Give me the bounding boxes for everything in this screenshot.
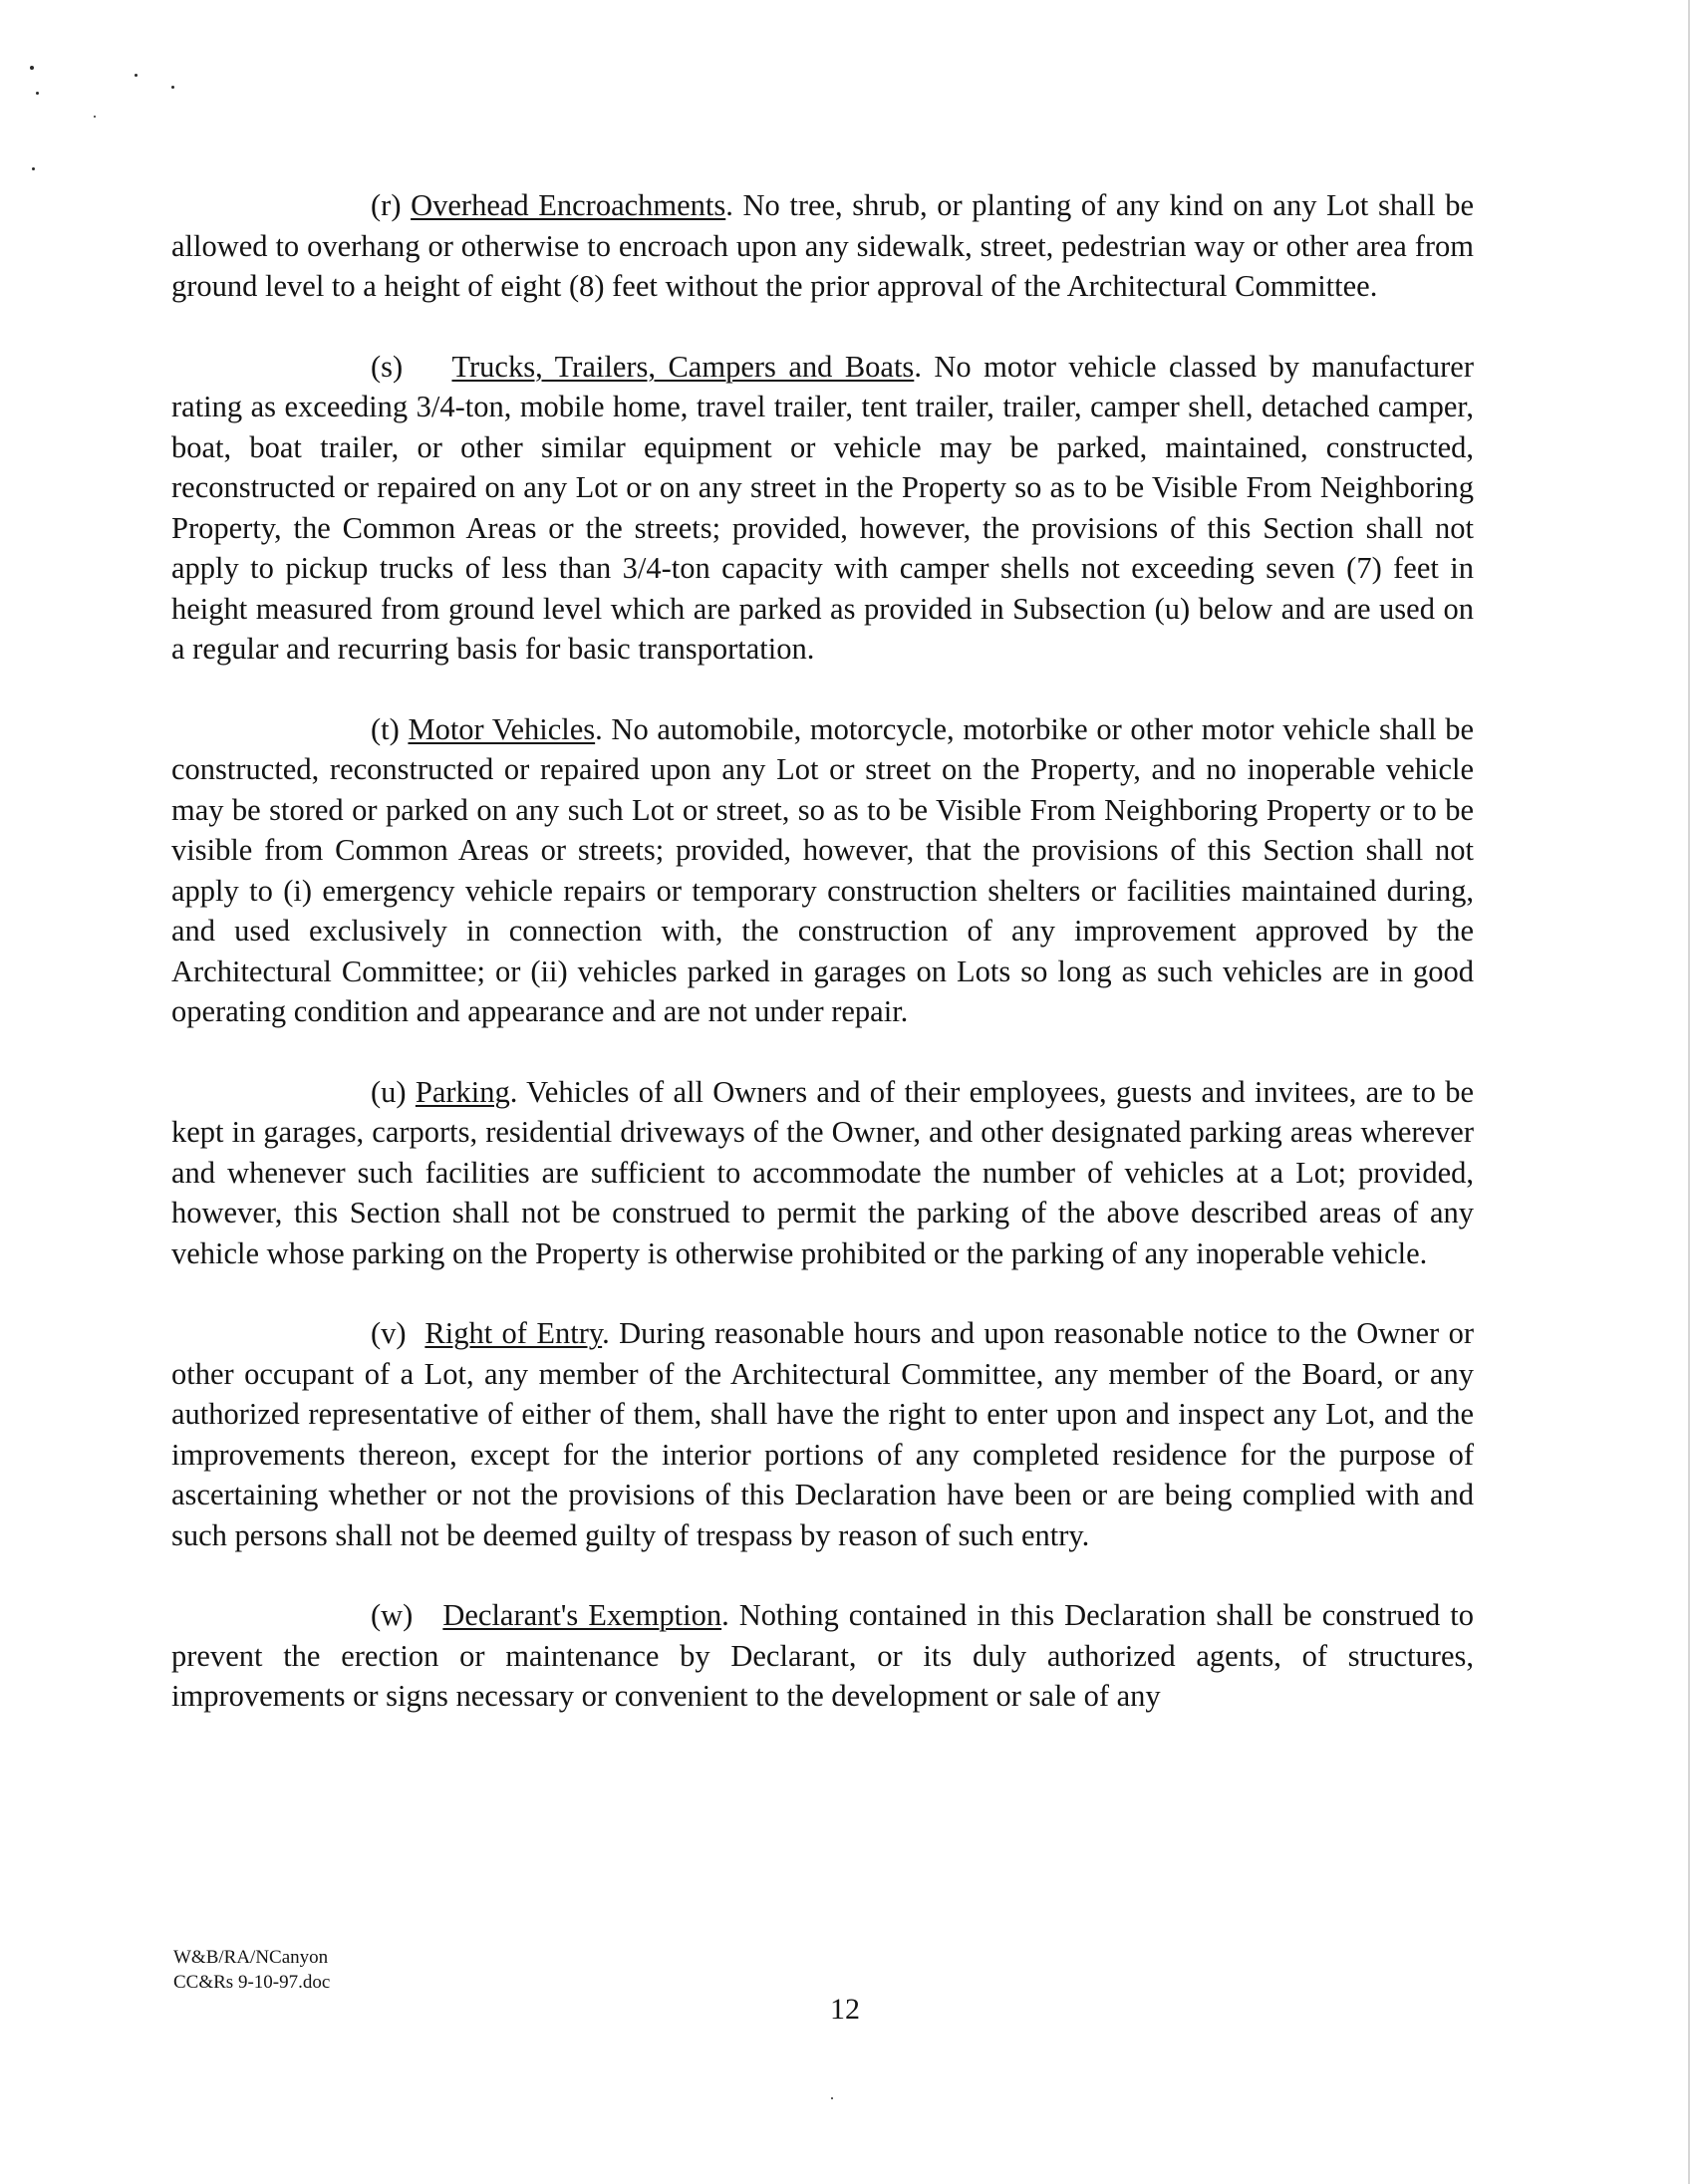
section-text: . During reasonable hours and upon reasonable notice to the Owner or other occupant of a Lot, any member of the Architectural Committee, any member of the Board, or any authorized representative of either of them, shall have the right to enter upon and inspect any Lot, and the improvements thereon, except for the interior portions of any completed residence for the purpose of ascertaining whether or not the provisions of this Declaration have been or are being complied with and such persons shall not be deemed guilty of trespass by reason of such entry. (171, 1316, 1475, 1552)
section-marker: (v) (371, 1316, 407, 1350)
reference-line: W&B/RA/NCanyon (173, 1947, 329, 1968)
section-text: . No automobile, motorcycle, motorbike or other motor vehicle shall be constructed, reconstructed or repaired upon any Lot or street on the Property, and no inoperable vehicle may be stored or parked on any such Lot or street, so as to be Visible From Neighboring Property or to be visible from Common Areas or streets; provided, however, that the provisions of this Section shall not apply to (i) emergency vehicle repairs or temporary construction shelters or facilities maintained during, and used exclusively in connection with, the construction of any improvement approved by the Architectural Committee; or (ii) vehicles parked in garages on Lots so long as such vehicles are in good operating condition and appearance and are not under repair. (171, 711, 1474, 1028)
section-s (171, 347, 1474, 670)
scan-speck (30, 66, 34, 70)
section-heading: Declarant's Exemption (442, 1598, 722, 1632)
scan-speck (171, 86, 174, 89)
reference-line: CC&Rs 9-10-97.doc (173, 1972, 331, 1993)
section-r (171, 185, 1474, 307)
scan-speck (94, 116, 96, 118)
section-heading: Trucks, Trailers, Campers and Boats (451, 349, 915, 384)
document-reference (173, 1945, 330, 1995)
section-t (171, 709, 1474, 1032)
section-heading: Overhead Encroachments (411, 188, 726, 222)
section-heading: Parking (415, 1074, 510, 1109)
scan-speck (32, 167, 35, 170)
section-text: . No motor vehicle classed by manufacturer rating as exceeding 3/4-ton, mobile home, travel trailer, tent trailer, trailer, camper shell, detached camper, boat, boat trailer, or other similar equipment or vehicle may be parked, maintained, constructed, reconstructed or repaired on any Lot or on any street in the Property so as to be Visible From Neighboring Property, the Common Areas or the streets; provided, however, the provisions of this Section shall not apply to pickup trucks of less than 3/4-ton capacity with camper shells not exceeding seven (7) feet in height measured from ground level which are parked as provided in Subsection (u) below and are used on a regular and recurring basis for basic transportation. (171, 349, 1475, 666)
section-marker: (r) (371, 188, 402, 222)
scan-speck (36, 92, 39, 95)
section-marker: (t) (371, 711, 400, 746)
section-heading: Motor Vehicles (408, 711, 596, 746)
section-text: . Vehicles of all Owners and of their employees, guests and invitees, are to be kept in garages, carports, residential driveways of the Owner, and other designated parking areas wherever and whenever such facilities are sufficient to accommodate the number of vehicles at a Lot; provided, however, this Section shall not be construed to permit the parking of the above described areas of any vehicle whose parking on the Property is otherwise prohibited or the parking of any inoperable vehicle. (171, 1074, 1474, 1270)
section-v (171, 1313, 1474, 1555)
section-marker: (w) (371, 1598, 414, 1632)
section-text: . No tree, shrub, or planting of any kind on any Lot shall be allowed to overhang or otherwise to encroach upon any sidewalk, street, pedestrian way or other area from ground level to a height of eight (8) feet without the prior approval of the Architectural Committee. (171, 188, 1474, 303)
section-u (171, 1072, 1474, 1274)
section-w (171, 1595, 1474, 1717)
scan-speck (831, 2097, 833, 2099)
scan-speck (135, 74, 138, 77)
section-marker: (u) (371, 1074, 407, 1109)
document-body (171, 185, 1474, 1757)
section-marker: (s) (371, 349, 404, 384)
page-number: 12 (830, 1993, 860, 2026)
section-heading: Right of Entry (424, 1316, 603, 1350)
section-text: . Nothing contained in this Declaration shall be construed to prevent the erection or maintenance by Declarant, or its duly authorized agents, of structures, improvements or signs necessary or convenient to the development or sale of any (171, 1598, 1475, 1713)
